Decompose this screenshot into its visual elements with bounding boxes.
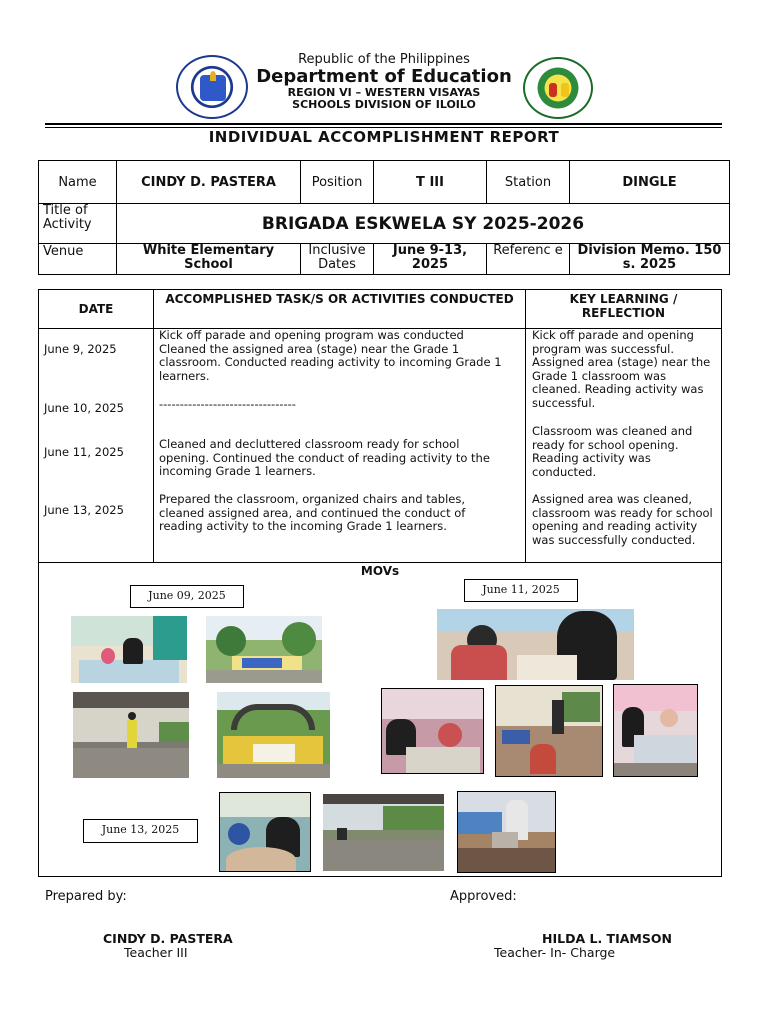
division-line: SCHOOLS DIVISION OF ILOILO (292, 98, 476, 111)
prepared-label: Prepared by: (45, 889, 127, 904)
date-item: June 13, 2025 (44, 503, 124, 517)
mov-photo (437, 609, 634, 680)
col-header-date: DATE (39, 290, 154, 329)
prepared-name: CINDY D. PASTERA (103, 931, 233, 946)
date-item: June 10, 2025 (44, 401, 124, 415)
station-value: DINGLE (570, 161, 730, 204)
mov-photo (71, 616, 187, 683)
tasks-cell (154, 329, 526, 563)
approved-label: Approved: (450, 889, 517, 904)
task-item: Prepared the classroom, organized chairs and tables, cleaned assigned area, and continued the conduct of reading activity to the incoming Grade 1 learners. (159, 492, 466, 533)
mov-photo (323, 794, 444, 871)
prepared-title: Teacher III (124, 945, 188, 960)
caption-june-11: June 11, 2025 (464, 579, 578, 602)
task-item: --------------------------------- (159, 397, 296, 411)
mov-photo (381, 688, 484, 774)
mov-photo (219, 792, 311, 872)
report-title: INDIVIDUAL ACCOMPLISHMENT REPORT (208, 128, 560, 146)
date-item: June 11, 2025 (44, 445, 124, 459)
task-item: Kick off parade and opening program was conducted Cleaned the assigned area (stage) near the Grade 1 classroom. Conducted reading activity to incoming Grade 1 learners. (159, 328, 502, 383)
header-divider (45, 123, 722, 125)
task-item: Cleaned and decluttered classroom ready for school opening. Continued the conduct of reading activity to the incoming Grade 1 learners. (159, 437, 490, 478)
accomplishment-table (38, 289, 722, 877)
mov-photo (613, 684, 698, 777)
caption-june-09: June 09, 2025 (130, 585, 244, 608)
reflection-item: Classroom was cleaned and ready for school opening. Reading activity was conducted. (532, 424, 693, 479)
republic-line: Republic of the Philippines (298, 52, 470, 67)
date-item: June 9, 2025 (44, 342, 117, 356)
mov-photo (457, 791, 556, 873)
dates-label: Inclusive Dates (301, 244, 374, 275)
info-table (38, 160, 730, 275)
dates-value: June 9-13, 2025 (374, 244, 487, 275)
reflection-cell (526, 329, 722, 563)
reflection-item: Kick off parade and opening program was successful. Assigned area (stage) near the Grade 1 classroom was cleaned. Reading activity was successful. (532, 328, 711, 410)
activity-label: Title of Activity (39, 204, 117, 244)
reference-value: Division Memo. 150 s. 2025 (570, 244, 730, 275)
station-label: Station (487, 161, 570, 204)
position-value: T III (374, 161, 487, 204)
mov-photo (495, 685, 603, 777)
department-title: Department of Education (256, 66, 512, 87)
caption-june-13: June 13, 2025 (83, 819, 198, 843)
movs-title: MOVs (360, 564, 400, 578)
col-header-reflection: KEY LEARNING / REFLECTION (526, 290, 722, 329)
approved-title: Teacher- In- Charge (494, 945, 616, 960)
venue-value: White Elementary School (117, 244, 301, 275)
mov-photo (73, 692, 189, 778)
approved-name: HILDA L. TIAMSON (542, 931, 672, 946)
mov-photo (206, 616, 322, 683)
reference-label: Referenc e (487, 244, 570, 275)
venue-label: Venue (39, 244, 117, 275)
region-line: REGION VI – WESTERN VISAYAS (287, 86, 481, 99)
position-label: Position (301, 161, 374, 204)
col-header-tasks: ACCOMPLISHED TASK/S OR ACTIVITIES CONDUCTED (154, 290, 526, 329)
activity-value: BRIGADA ESKWELA SY 2025-2026 (117, 204, 730, 244)
name-label: Name (39, 161, 117, 204)
name-value: CINDY D. PASTERA (117, 161, 301, 204)
reflection-item: Assigned area was cleaned, classroom was ready for school opening and reading activity was successfully conducted. (532, 492, 713, 547)
mov-photo (217, 692, 330, 778)
date-cell (39, 329, 154, 563)
